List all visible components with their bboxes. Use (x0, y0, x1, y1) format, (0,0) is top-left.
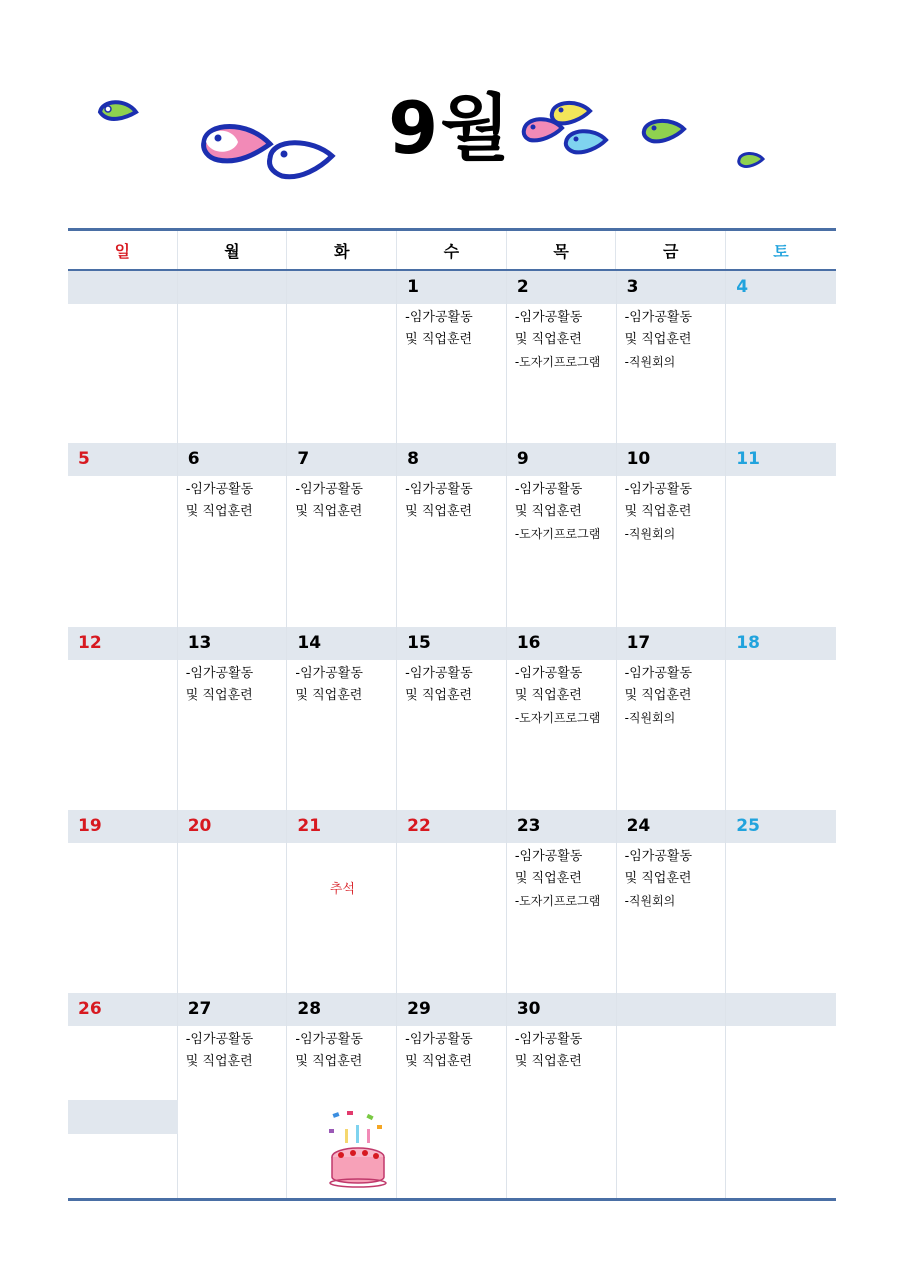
day-cell (726, 810, 836, 993)
day-cell (726, 993, 836, 1198)
day-cell (617, 271, 727, 443)
day-number: 19 (78, 816, 102, 836)
day-events (515, 479, 600, 545)
day-cell (507, 443, 617, 627)
day-cell (397, 271, 507, 443)
day-number: 30 (516, 999, 541, 1019)
day-number: 17 (626, 633, 651, 653)
day-events (405, 663, 472, 707)
day-number: 26 (78, 999, 102, 1019)
day-number: 25 (736, 816, 760, 836)
event-line: -도자기프로그램 (514, 527, 601, 541)
event-line: -임가공활동 (624, 849, 693, 864)
event-line: -임가공활동 (624, 666, 693, 681)
day-number: 13 (187, 633, 212, 653)
day-number: 12 (78, 633, 102, 653)
event-line: 및 직업훈련 (185, 504, 253, 519)
event-line: 및 직업훈련 (514, 1054, 582, 1069)
event-line: -임가공활동 (624, 482, 693, 497)
day-number: 7 (297, 449, 310, 469)
day-cell (178, 993, 288, 1198)
event-line: -임가공활동 (514, 482, 583, 497)
weekday-header: 금 (616, 231, 726, 269)
day-number: 22 (407, 816, 431, 836)
day-cell (68, 810, 178, 993)
day-cell (68, 627, 178, 810)
day-events (186, 479, 253, 523)
day-number: 16 (516, 633, 541, 653)
day-cell (507, 993, 617, 1198)
day-number: 4 (736, 277, 749, 297)
day-cell (617, 627, 727, 810)
day-cell (68, 993, 178, 1198)
day-number: 27 (187, 999, 212, 1019)
event-line: 및 직업훈련 (624, 504, 692, 519)
day-cell (726, 443, 836, 627)
weekday-header-row (68, 231, 836, 269)
day-events (515, 846, 600, 912)
week-row (68, 993, 836, 1198)
event-line: 및 직업훈련 (185, 688, 253, 703)
day-number: 23 (516, 816, 541, 836)
day-cell (287, 443, 397, 627)
weekday-header: 수 (397, 231, 507, 269)
week-row (68, 443, 836, 627)
event-line: 및 직업훈련 (295, 504, 363, 519)
day-number: 6 (187, 449, 200, 469)
day-cell (287, 993, 397, 1198)
event-line: 및 직업훈련 (514, 871, 582, 886)
day-number: 15 (407, 633, 431, 653)
event-line: -직원회의 (624, 894, 676, 908)
day-number: 24 (626, 816, 651, 836)
event-line: -임가공활동 (185, 1032, 254, 1047)
event-line: 및 직업훈련 (405, 688, 473, 703)
day-cell (178, 271, 288, 443)
event-line: 및 직업훈련 (624, 332, 692, 347)
day-cell (617, 993, 727, 1198)
day-cell (287, 810, 397, 993)
event-line: -임가공활동 (295, 482, 363, 497)
event-line: 및 직업훈련 (514, 332, 582, 347)
weekday-header: 화 (287, 231, 397, 269)
event-line: 및 직업훈련 (295, 1054, 363, 1069)
event-line: -임가공활동 (405, 1032, 473, 1047)
day-number: 14 (297, 633, 322, 653)
day-cell (178, 627, 288, 810)
day-cell (287, 271, 397, 443)
day-events (625, 663, 692, 729)
day-events (515, 663, 600, 729)
event-line: -임가공활동 (514, 310, 583, 325)
day-number: 5 (78, 449, 90, 469)
day-number: 29 (407, 999, 431, 1019)
day-cell (68, 271, 178, 443)
holiday-label: 추석 (329, 882, 355, 897)
weekday-header: 월 (178, 231, 288, 269)
day-cell (178, 810, 288, 993)
event-line: -임가공활동 (405, 482, 473, 497)
day-cell (397, 627, 507, 810)
weekday-header: 일 (68, 231, 178, 269)
event-line: -임가공활동 (185, 482, 254, 497)
event-line: -도자기프로그램 (514, 355, 601, 369)
day-number: 2 (516, 277, 529, 297)
event-line: -직원회의 (624, 527, 676, 541)
day-events (515, 307, 600, 373)
event-line: 및 직업훈련 (624, 688, 692, 703)
day-events (295, 479, 362, 523)
day-cell (617, 443, 727, 627)
extra-band (68, 1100, 178, 1134)
day-cell (68, 443, 178, 627)
day-events (405, 479, 472, 523)
event-line: -임가공활동 (405, 666, 473, 681)
event-line: -도자기프로그램 (514, 894, 601, 908)
day-number: 3 (626, 277, 639, 297)
day-number: 11 (736, 449, 760, 469)
event-line: 및 직업훈련 (405, 1054, 473, 1069)
event-line: -임가공활동 (514, 1032, 583, 1047)
event-line: -임가공활동 (514, 849, 583, 864)
day-number: 10 (626, 449, 651, 469)
day-events (295, 663, 362, 707)
day-number: 9 (516, 449, 529, 469)
day-number: 18 (736, 633, 760, 653)
event-line: -도자기프로그램 (514, 711, 601, 725)
week-row (68, 627, 836, 810)
day-cell (726, 271, 836, 443)
month-title: 9월 (388, 86, 512, 170)
day-cell (617, 810, 727, 993)
day-events (186, 1029, 253, 1073)
event-line: 및 직업훈련 (405, 332, 473, 347)
day-events (405, 1029, 472, 1073)
event-line: -임가공활동 (514, 666, 583, 681)
day-events (405, 307, 472, 351)
day-events (295, 1029, 362, 1073)
day-cell (507, 271, 617, 443)
event-line: -임가공활동 (295, 1032, 363, 1047)
bottom-rule (68, 1198, 836, 1201)
event-line: 및 직업훈련 (514, 688, 582, 703)
day-cell (287, 627, 397, 810)
week-row (68, 271, 836, 443)
day-cell (397, 993, 507, 1198)
day-events (625, 479, 692, 545)
day-cell (397, 810, 507, 993)
event-line: 및 직업훈련 (405, 504, 473, 519)
weekday-header: 토 (773, 241, 789, 261)
event-line: -임가공활동 (624, 310, 693, 325)
event-line: 및 직업훈련 (514, 504, 582, 519)
event-line: 및 직업훈련 (624, 871, 692, 886)
day-cell (726, 627, 836, 810)
day-cell (178, 443, 288, 627)
day-number: 1 (407, 277, 419, 297)
event-line: -직원회의 (624, 355, 676, 369)
event-line: 및 직업훈련 (295, 688, 363, 703)
day-cell (507, 810, 617, 993)
day-cell (507, 627, 617, 810)
event-line: -임가공활동 (295, 666, 363, 681)
day-number: 20 (187, 816, 212, 836)
day-number: 28 (297, 999, 322, 1019)
day-number: 21 (297, 816, 322, 836)
weekday-header: 목 (507, 231, 617, 269)
day-events (186, 663, 253, 707)
event-line: 및 직업훈련 (185, 1054, 253, 1069)
event-line: -직원회의 (624, 711, 676, 725)
day-number: 8 (407, 449, 419, 469)
event-line: -임가공활동 (185, 666, 254, 681)
day-events (625, 307, 692, 373)
day-events (625, 846, 692, 912)
day-cell (397, 443, 507, 627)
week-row (68, 810, 836, 993)
day-events (515, 1029, 582, 1073)
event-line: -임가공활동 (405, 310, 473, 325)
birthday-cake-icon (327, 1111, 389, 1191)
